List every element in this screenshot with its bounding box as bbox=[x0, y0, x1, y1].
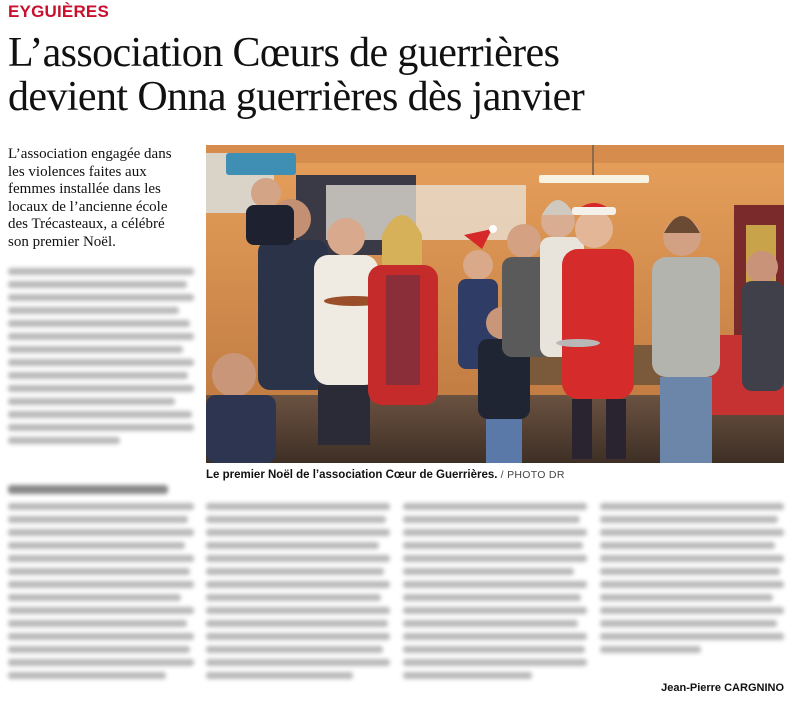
lead-line: son premier Noël. bbox=[8, 233, 116, 250]
blurred-body-col-4 bbox=[600, 503, 784, 659]
photo-credit: / PHOTO DR bbox=[500, 469, 565, 481]
article-headline bbox=[8, 31, 788, 119]
headline-line-2: devient Onna guerrières dès janvier bbox=[8, 74, 585, 120]
blurred-body-col-3 bbox=[403, 503, 587, 685]
blurred-body-left bbox=[8, 268, 194, 450]
blurred-subhead bbox=[8, 485, 168, 494]
lead-line: L’association engagée dans bbox=[8, 146, 172, 162]
blurred-body-col-2 bbox=[206, 503, 390, 685]
photo-caption bbox=[206, 469, 565, 481]
blurred-body-col-1 bbox=[8, 503, 194, 685]
photo-illustration bbox=[206, 145, 784, 463]
headline-line-1: L’association Cœurs de guerrières bbox=[8, 30, 560, 76]
section-rubric: EYGUIÈRES bbox=[8, 2, 109, 21]
lead-line: femmes installée dans les bbox=[8, 181, 161, 198]
article-lead bbox=[8, 146, 194, 252]
lead-line: les violences faites aux bbox=[8, 163, 147, 180]
lead-line: des Trécasteaux, a célébré bbox=[8, 216, 165, 233]
author-signature: Jean-Pierre CARGNINO bbox=[661, 682, 784, 694]
article-photo bbox=[206, 145, 784, 463]
lead-line: locaux de l’ancienne école bbox=[8, 198, 168, 215]
caption-text: Le premier Noël de l’association Cœur de Guerrières. bbox=[206, 469, 498, 481]
